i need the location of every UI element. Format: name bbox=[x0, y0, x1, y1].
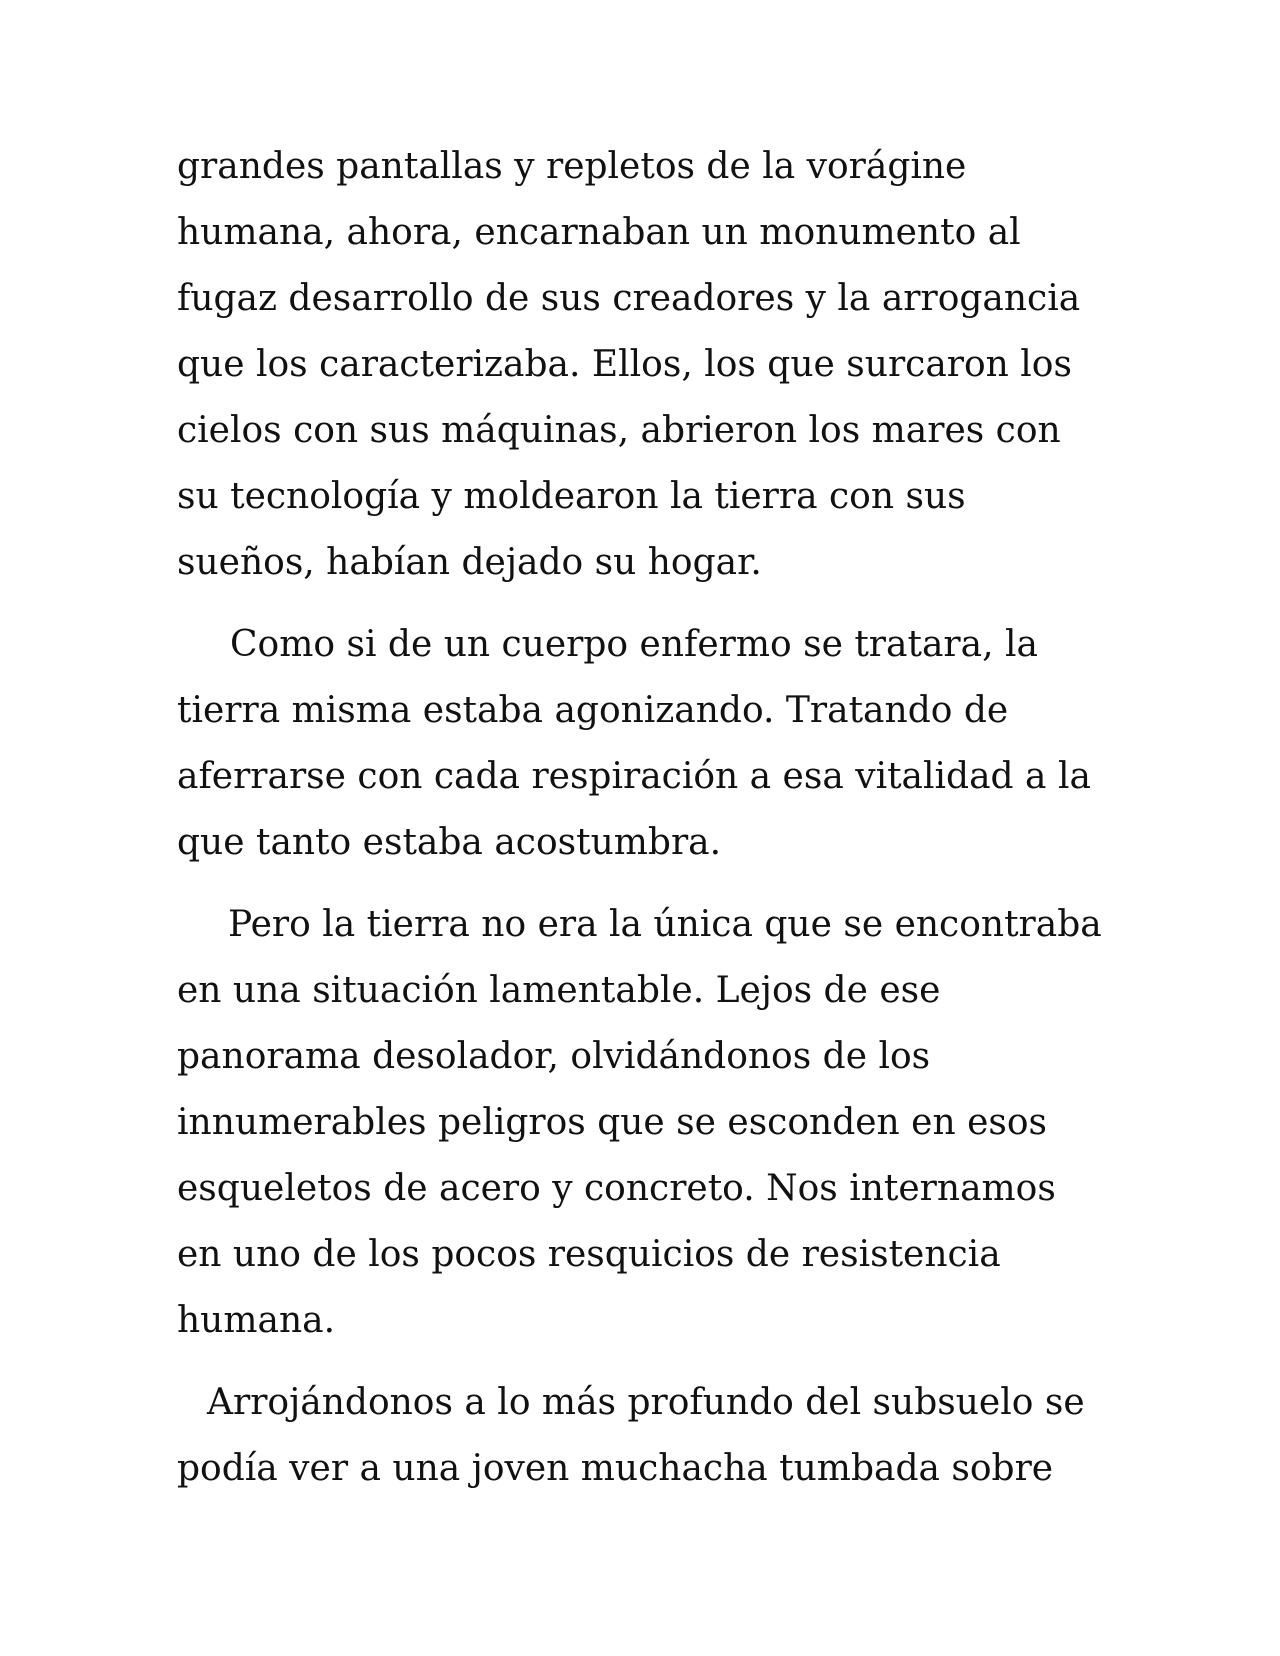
text-line: Arrojándonos a lo más profundo del subsuelo se bbox=[207, 1382, 1085, 1423]
text-line: humana. bbox=[177, 1300, 336, 1341]
text-line: esqueletos de acero y concreto. Nos internamos bbox=[177, 1168, 1056, 1209]
text-line: innumerables peligros que se esconden en esos bbox=[177, 1102, 1048, 1143]
text-body bbox=[177, 134, 1107, 1518]
text-line: Como si de un cuerpo enfermo se tratara, la bbox=[230, 624, 1038, 665]
text-line: humana, ahora, encarnaban un monumento al bbox=[177, 212, 1021, 253]
text-line: fugaz desarrollo de sus creadores y la arrogancia bbox=[177, 278, 1081, 319]
text-line: grandes pantallas y repletos de la vorágine bbox=[177, 146, 967, 187]
text-line: cielos con sus máquinas, abrieron los mares con bbox=[177, 410, 1061, 451]
paragraph-2 bbox=[177, 612, 1107, 876]
text-line: su tecnología y moldearon la tierra con sus bbox=[177, 476, 966, 517]
text-line: que los caracterizaba. Ellos, los que surcaron los bbox=[177, 344, 1072, 385]
text-line: que tanto estaba acostumbra. bbox=[177, 822, 722, 863]
paragraph-3 bbox=[177, 892, 1107, 1354]
text-line: en uno de los pocos resquicios de resistencia bbox=[177, 1234, 1001, 1275]
text-line: en una situación lamentable. Lejos de ese bbox=[177, 970, 941, 1011]
text-line: sueños, habían dejado su hogar. bbox=[177, 542, 762, 583]
text-line: panorama desolador, olvidándonos de los bbox=[177, 1036, 931, 1077]
text-line: podía ver a una joven muchacha tumbada sobre bbox=[177, 1448, 1054, 1489]
paragraph-4 bbox=[177, 1370, 1107, 1502]
paragraph-1 bbox=[177, 134, 1107, 596]
text-line: aferrarse con cada respiración a esa vitalidad a la bbox=[177, 756, 1091, 797]
text-line: tierra misma estaba agonizando. Tratando de bbox=[177, 690, 1009, 731]
text-line: Pero la tierra no era la única que se encontraba bbox=[228, 904, 1102, 945]
